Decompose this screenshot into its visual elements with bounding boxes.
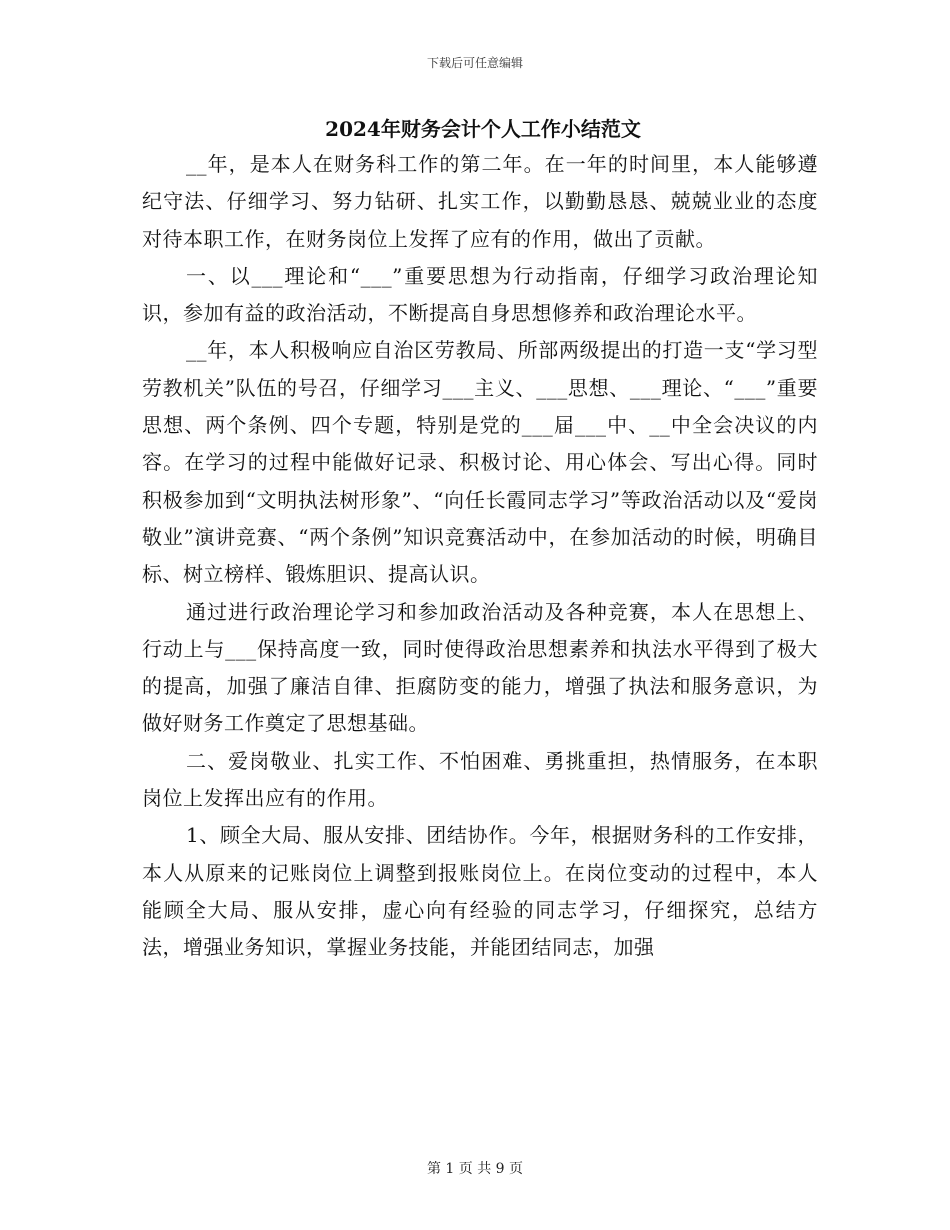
paragraph-intro: __年，是本人在财务科工作的第二年。在一年的时间里，本人能够遵纪守法、仔细学习、努力钻研、扎实工作，以勤勤恳恳、兢兢业业的态度对待本职工作，在财务岗位上发挥了应有的作用，做出了贡献。 [142, 152, 818, 251]
document-title: 2024年财务会计个人工作小结范文 [325, 117, 641, 141]
paragraph-item-1: 1、顾全大局、服从安排、团结协作。今年，根据财务科的工作安排，本人从原来的记账岗位上调整到报账岗位上。在岗位变动的过程中，本人能顾全大局、服从安排，虚心向有经验的同志学习，仔细探究，总结方法，增强业务知识，掌握业务技能，并能团结同志，加强 [142, 823, 818, 960]
page-header-note: 下载后可任意编辑 [426, 56, 523, 70]
paragraph-section-2-heading: 二、爱岗敬业、扎实工作、不怕困难、勇挑重担，热情服务，在本职岗位上发挥出应有的作用。 [142, 748, 818, 811]
paragraph-improvement: 通过进行政治理论学习和参加政治活动及各种竞赛，本人在思想上、行动上与___保持高度一致，同时使得政治思想素养和执法水平得到了极大的提高，加强了廉洁自律、拒腐防变的能力，增强了执法和服务意识，为做好财务工作奠定了思想基础。 [142, 599, 818, 736]
paragraph-section-1-heading: 一、以___理论和“___”重要思想为行动指南，仔细学习政治理论知识，参加有益的政治活动，不断提高自身思想修养和政治理论水平。 [142, 263, 818, 326]
page-number: 第 1 页 共 9 页 [426, 1161, 524, 1177]
paragraph-study: __年，本人积极响应自治区劳教局、所部两级提出的打造一支“学习型劳教机关”队伍的号召，仔细学习___主义、___思想、___理论、“___”重要思想、两个条例、四个专题，特别是党的___届___中、__中全会决议的内容。在学习的过程中能做好记录、积极讨论、用心体会、写出心得。同时积极参加到“文明执法树形象”、“向任长霞同志学习”等政治活动以及“爱岗敬业”演讲竞赛、“两个条例”知识竞赛活动中，在参加活动的时候，明确目标、树立榜样、锻炼胆识、提高认识。 [142, 338, 818, 587]
document-body [142, 146, 818, 967]
